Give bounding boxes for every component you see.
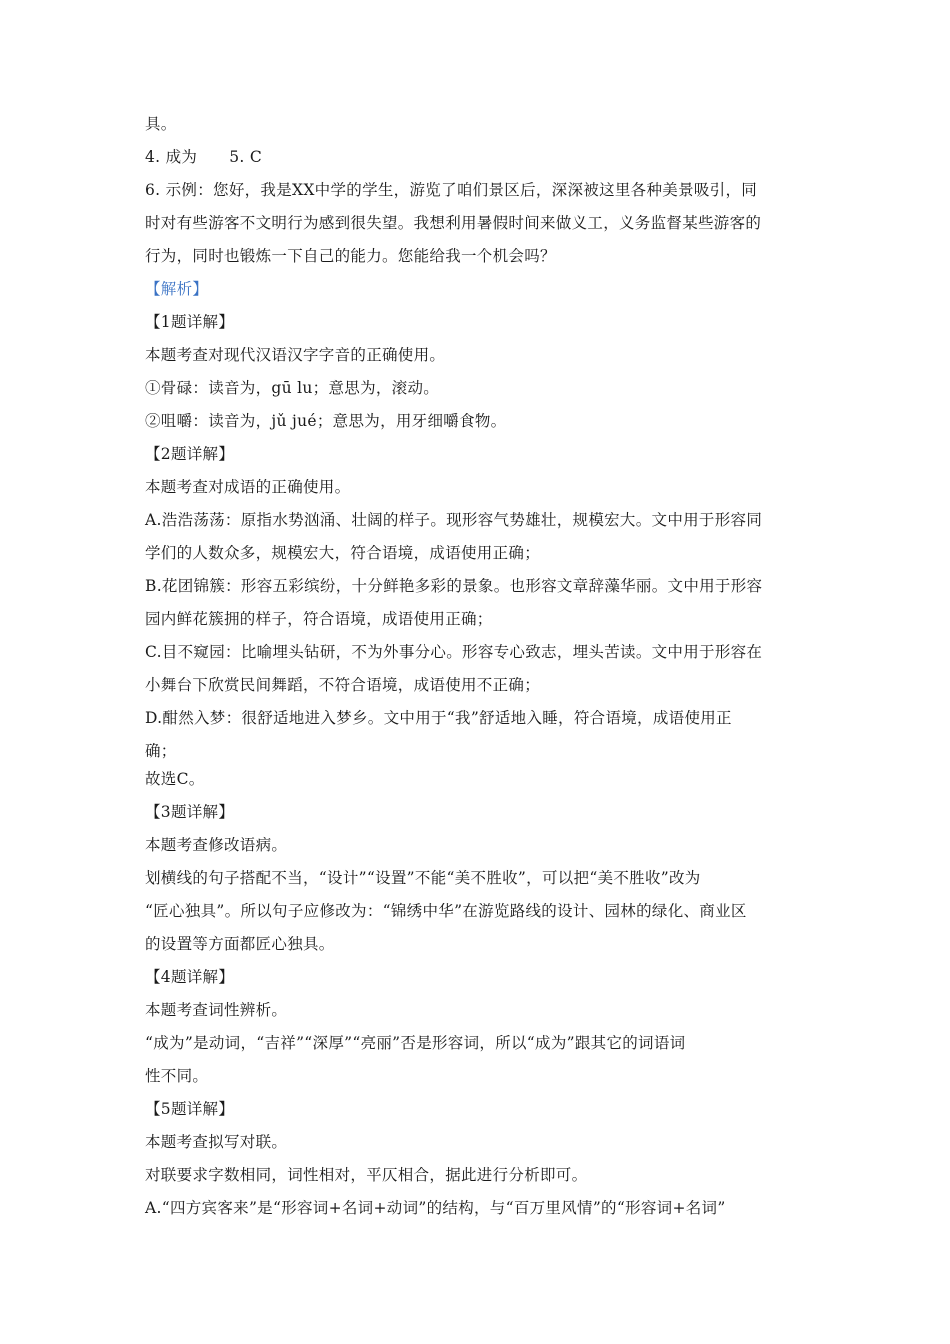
text-line: 本题考查对现代汉语汉字字音的正确使用。 (145, 346, 446, 364)
answers-line (145, 147, 825, 167)
text-line: 行为，同时也锻炼一下自己的能力。您能给我一个机会吗？ (145, 247, 556, 265)
text-line: 6. 示例：您好，我是XX中学的学生，游览了咱们景区后，深深被这里各种美景吸引，同 (145, 181, 758, 199)
text-line: 的设置等方面都匠心独具。 (145, 935, 335, 953)
section-heading: 【1题详解】 (145, 313, 235, 331)
text-line: 本题考查对成语的正确使用。 (145, 478, 351, 496)
section-heading: 【4题详解】 (145, 968, 235, 986)
text-line: D.酣然入梦：很舒适地进入梦乡。文中用于“我”舒适地入睡，符合语境，成语使用正 (145, 709, 732, 727)
text-line: ①骨碌：读音为，gū lu；意思为，滚动。 (145, 379, 440, 397)
text-line: ②咀嚼：读音为，jǔ jué；意思为，用牙细嚼食物。 (145, 412, 507, 430)
text-line: 确； (145, 742, 177, 760)
text-line: 故选C。 (145, 770, 205, 788)
text-line: 对联要求字数相同，词性相对，平仄相合，据此进行分析即可。 (145, 1166, 588, 1184)
text-line: 具。 (145, 115, 177, 133)
answer-5: 5. C (229, 148, 262, 166)
text-line: 园内鲜花簇拥的样子，符合语境，成语使用正确； (145, 610, 493, 628)
text-line: 本题考查词性辨析。 (145, 1001, 288, 1019)
text-line: 学们的人数众多，规模宏大，符合语境，成语使用正确； (145, 544, 541, 562)
section-heading: 【5题详解】 (145, 1100, 235, 1118)
text-line: 本题考查修改语病。 (145, 836, 288, 854)
text-line: “匠心独具”。所以句子应修改为：“锦绣中华”在游览路线的设计、园林的绿化、商业区 (145, 902, 747, 920)
text-line: 小舞台下欣赏民间舞蹈，不符合语境，成语使用不正确； (145, 676, 541, 694)
text-line: A.浩浩荡荡：原指水势汹涌、壮阔的样子。现形容气势雄壮，规模宏大。文中用于形容同 (145, 511, 763, 529)
section-heading: 【3题详解】 (145, 803, 235, 821)
text-line: A.“四方宾客来”是“形容词+名词+动词”的结构，与“百万里风情”的“形容词+名词” (145, 1199, 726, 1217)
text-line: 本题考查拟写对联。 (145, 1133, 288, 1151)
analysis-heading: 【解析】 (145, 280, 209, 298)
text-line: 划横线的句子搭配不当，“设计”“设置”不能“美不胜收”，可以把“美不胜收”改为 (145, 869, 701, 887)
text-line: C.目不窥园：比喻埋头钻研，不为外事分心。形容专心致志，埋头苦读。文中用于形容在 (145, 643, 763, 661)
text-line: 时对有些游客不文明行为感到很失望。我想利用暑假时间来做义工，义务监督某些游客的 (145, 214, 762, 232)
text-line: B.花团锦簇：形容五彩缤纷，十分鲜艳多彩的景象。也形容文章辞藻华丽。文中用于形容 (145, 577, 763, 595)
answer-4: 4. 成为 (145, 148, 198, 166)
text-line: 性不同。 (145, 1067, 209, 1085)
text-line: “成为”是动词，“吉祥”“深厚”“亮丽”否是形容词，所以“成为”跟其它的词语词 (145, 1034, 686, 1052)
section-heading: 【2题详解】 (145, 445, 235, 463)
